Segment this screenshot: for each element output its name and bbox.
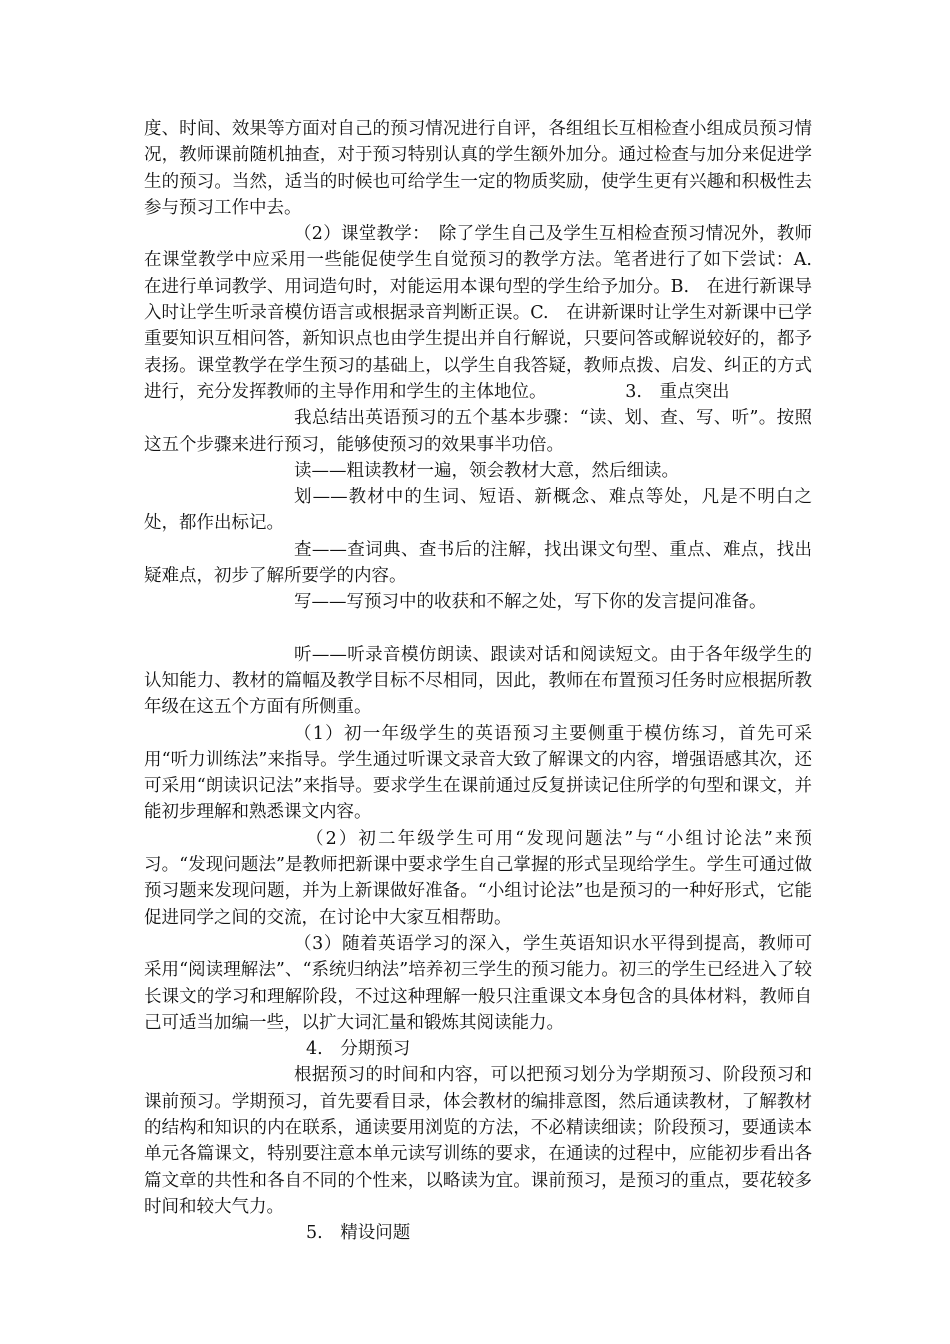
paragraph-step-listen: 听——听录音模仿朗读、跟读对话和阅读短文。由于各年级学生的认知能力、教材的篇幅及教学目标不尽相同，因此，教师在布置预习任务时应根据所教年级在这五个方面有所侧重。 [144,644,812,718]
section-heading-staged-preview: 4. 分期预习 [306,1039,411,1060]
paragraph-classroom-teaching: （2）课堂教学： 除了学生自己及学生互相检查预习情况外，教师在课堂教学中应采用一些能促使学生自觉预习的教学方法。笔者进行了如下尝试：A. 在进行单词教学、用词造句时，对能运用本课句型的学生给予加分。B. 在进行新课导入时让学生听录音模仿语言或根据录音判断正误。C. 在讲新课时让学生对新课中已学重要知识互相问答，新知识点也由学生提出并自行解说，只要问答或解说较好的，都予表扬。课堂教学在学生预习的基础上，以学生自我答疑，教师点拨、启发、纠正的方式进行，充分发挥教师的主导作用和学生的主体地位。 3. 重点突出 [144,224,830,402]
paragraph-step-read: 读——粗读教材一遍，领会教材大意，然后细读。 [294,460,679,481]
paragraph-step-mark: 划——教材中的生词、短语、新概念、难点等处，凡是不明白之处，都作出标记。 [144,487,812,534]
document-body [144,116,830,1246]
paragraph-staged-preview: 根据预习的时间和内容，可以把预习划分为学期预习、阶段预习和课前预习。学期预习，首先要看目录，体会教材的编排意图，然后通读教材，了解教材的结构和知识的内在联系，通读要用浏览的方法，不必精读细读；阶段预习，要通读本单元各篇课文，特别要注意本单元读写训练的要求，在通读的过程中，应能初步看出各篇文章的共性和各自不同的个性来，以略读为宜。课前预习，是预习的重点，要花较多时间和较大气力。 [144,1065,812,1217]
paragraph-step-write: 写——写预习中的收获和不解之处，写下你的发言提问准备。 [294,592,767,613]
paragraph-grade-two: （2）初二年级学生可用“发现问题法”与“小组讨论法”来预习。“发现问题法”是教师把新课中要求学生自己掌握的形式呈现给学生。学生可通过做预习题来发现问题，并为上新课做好准备。“小组讨论法”也是预习的一种好形式，它能促进同学之间的交流，在讨论中大家互相帮助。 [144,828,812,928]
section-heading-design-questions: 5. 精设问题 [306,1223,411,1244]
paragraph-five-steps: 我总结出英语预习的五个基本步骤：“读、划、查、写、听”。按照这五个步骤来进行预习，能够使预习的效果事半功倍。 [144,408,812,455]
paragraph-grade-three: （3）随着英语学习的深入，学生英语知识水平得到提高，教师可采用“阅读理解法”、“系统归纳法”培养初三学生的预习能力。初三的学生已经进入了较长课文的学习和理解阶段，不过这种理解一般只注重课文本身包含的具体材料，教师自己可适当加编一些，以扩大词汇量和锻炼其阅读能力。 [144,933,812,1033]
paragraph-self-evaluation: 度、时间、效果等方面对自己的预习情况进行自评，各组组长互相检查小组成员预习情况，教师课前随机抽查，对于预习特别认真的学生额外加分。通过检查与加分来促进学生的预习。当然，适当的时候也可给学生一定的物质奖励，使学生更有兴趣和积极性去参与预习工作中去。 [144,119,812,218]
paragraph-step-check: 查——查词典、查书后的注解，找出课文句型、重点、难点，找出疑难点，初步了解所要学的内容。 [144,539,812,587]
paragraph-grade-one: （1）初一年级学生的英语预习主要侧重于模仿练习，首先可采用“听力训练法”来指导。学生通过听课文录音大致了解课文的内容，增强语感其次，还可采用“朗读识记法”来指导。要求学生在课前通过反复拼读记住所学的句型和课文，并能初步理解和熟悉课文内容。 [144,723,812,823]
blank-line [144,616,812,642]
